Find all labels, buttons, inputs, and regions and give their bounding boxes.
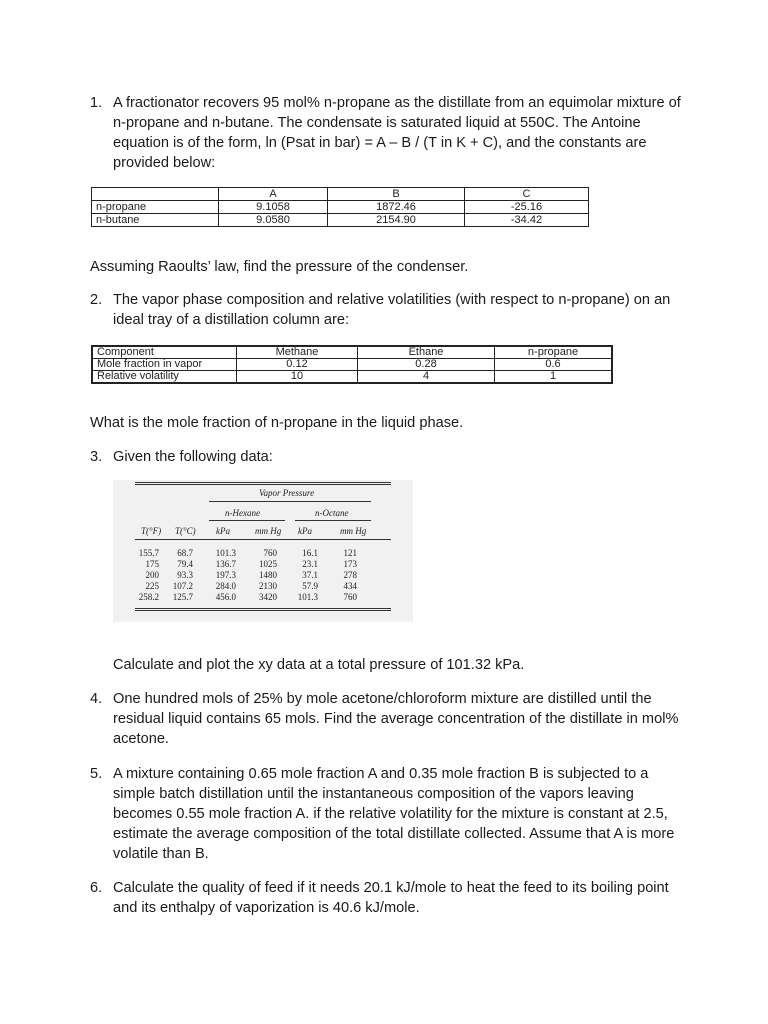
- table-cell: Ethane: [358, 346, 495, 359]
- table-cell: 2130: [259, 581, 277, 591]
- table-cell: 200: [145, 570, 159, 580]
- table-row: [92, 346, 612, 359]
- antoine-constants-table: [91, 187, 589, 227]
- table-cell: 136.7: [215, 559, 236, 569]
- question-3-text: Given the following data:: [113, 449, 273, 465]
- table-row: [92, 201, 589, 214]
- table-cell: 93.3: [177, 570, 193, 580]
- question-1-followup: Assuming Raoults’ law, find the pressure of the condenser.: [90, 259, 469, 275]
- table-cell: 1480: [259, 570, 277, 580]
- question-1-number: 1.: [90, 95, 103, 111]
- question-1: [90, 93, 690, 173]
- table-cell: 68.7: [177, 548, 193, 558]
- table-cell: 121: [343, 548, 357, 558]
- question-2-number: 2.: [90, 292, 103, 308]
- temp-f-column: [135, 548, 159, 603]
- table-header: A: [219, 188, 328, 201]
- table-cell: 456.0: [215, 592, 236, 602]
- divider: [135, 608, 391, 609]
- table-cell: 760: [263, 548, 277, 558]
- table-cell: 4: [358, 371, 495, 384]
- table-cell: 225: [145, 581, 159, 591]
- table-cell: 16.1: [302, 548, 318, 558]
- table-cell: 23.1: [302, 559, 318, 569]
- table-cell: 3420: [259, 592, 277, 602]
- table-cell: 9.0580: [219, 214, 328, 227]
- col-hexane-kpa: kPa: [216, 526, 230, 536]
- vapor-pressure-table: [113, 480, 413, 622]
- table-cell: 197.3: [215, 570, 236, 580]
- divider: [209, 520, 285, 521]
- question-6-number: 6.: [90, 880, 103, 896]
- table-cell: 79.4: [177, 559, 193, 569]
- table-cell: 258.2: [138, 592, 159, 602]
- temp-c-column: [168, 548, 193, 603]
- col-temp-f: T(°F): [141, 526, 162, 536]
- table-cell: 1025: [259, 559, 277, 569]
- vapor-pressure-title: Vapor Pressure: [259, 488, 315, 498]
- table-cell: 1872.46: [328, 201, 465, 214]
- table-cell: -25.16: [465, 201, 589, 214]
- table-cell: 57.9: [302, 581, 318, 591]
- divider: [135, 539, 391, 540]
- question-6: [90, 878, 690, 918]
- table-cell: 175: [145, 559, 159, 569]
- table-cell: 2154.90: [328, 214, 465, 227]
- question-4: [90, 689, 690, 749]
- table-cell: [92, 188, 219, 201]
- table-cell: -34.42: [465, 214, 589, 227]
- table-cell: 37.1: [302, 570, 318, 580]
- question-3: [90, 447, 690, 467]
- col-octane-kpa: kPa: [298, 526, 312, 536]
- hexane-kpa-column: [209, 548, 236, 603]
- question-4-text: One hundred mols of 25% by mole acetone/chloroform mixture are distilled until the residual liquid contains 65 mols. Find the average concentration of the distillate in mol% acetone.: [113, 691, 679, 747]
- divider: [135, 610, 391, 611]
- table-cell: 101.3: [215, 548, 236, 558]
- question-1-text: A fractionator recovers 95 mol% n-propane as the distillate from an equimolar mixture of n-propane and n-butane. The condensate is saturated liquid at 550C. The Antoine equation is of the form, ln (Psat in bar) = A – B / (T in K + C), and the constants are provided below:: [113, 95, 681, 171]
- col-octane-mmhg: mm Hg: [340, 526, 367, 536]
- question-4-number: 4.: [90, 691, 103, 707]
- col-temp-c: T(°C): [175, 526, 196, 536]
- octane-group-label: n-Octane: [315, 508, 349, 518]
- divider: [135, 482, 391, 483]
- octane-kpa-column: [293, 548, 318, 603]
- table-cell: 434: [343, 581, 357, 591]
- hexane-mmhg-column: [251, 548, 277, 603]
- table-cell: 107.2: [172, 581, 193, 591]
- octane-mmhg-column: [335, 548, 357, 603]
- divider: [295, 520, 371, 521]
- table-cell: 173: [343, 559, 357, 569]
- table-cell: 125.7: [172, 592, 193, 602]
- vapor-composition-table: [91, 345, 613, 384]
- table-cell: 10: [237, 371, 358, 384]
- hexane-group-label: n-Hexane: [225, 508, 260, 518]
- question-2: [90, 290, 690, 330]
- col-hexane-mmhg: mm Hg: [255, 526, 282, 536]
- table-cell: 0.6: [495, 359, 613, 371]
- table-cell: 278: [343, 570, 357, 580]
- table-row: [92, 188, 589, 201]
- table-cell: Methane: [237, 346, 358, 359]
- table-header: C: [465, 188, 589, 201]
- question-5-text: A mixture containing 0.65 mole fraction A and 0.35 mole fraction B is subjected to a simple batch distillation until the instantaneous composition of the vapors leaving becomes 0.55 mole fraction A. if the relative volatility for the mixture is constant at 2.5, estimate the average composition of the total distillate collected. Assume that A is more volatile than B.: [113, 766, 675, 862]
- question-2-text: The vapor phase composition and relative volatilities (with respect to n-propane) on an ideal tray of a distillation column are:: [113, 292, 671, 328]
- table-cell: 284.0: [215, 581, 236, 591]
- question-5-number: 5.: [90, 766, 103, 782]
- table-cell: 1: [495, 371, 613, 384]
- table-row: [92, 371, 612, 384]
- table-row: [92, 214, 589, 227]
- table-row: [92, 359, 612, 371]
- question-6-text: Calculate the quality of feed if it needs 20.1 kJ/mole to heat the feed to its boiling point and its enthalpy of vaporization is 40.6 kJ/mole.: [113, 880, 669, 916]
- question-3-followup: Calculate and plot the xy data at a total pressure of 101.32 kPa.: [113, 657, 525, 673]
- table-cell: 0.12: [237, 359, 358, 371]
- table-cell: Component: [92, 346, 237, 359]
- table-cell: n-propane: [495, 346, 613, 359]
- table-cell: 155.7: [138, 548, 159, 558]
- question-5: [90, 764, 690, 864]
- table-cell: Mole fraction in vapor: [92, 359, 237, 371]
- divider: [209, 501, 371, 502]
- table-cell: 9.1058: [219, 201, 328, 214]
- question-3-number: 3.: [90, 449, 103, 465]
- table-cell: 0.28: [358, 359, 495, 371]
- question-2-followup: What is the mole fraction of n-propane in the liquid phase.: [90, 415, 464, 431]
- table-cell: 101.3: [297, 592, 318, 602]
- table-header: B: [328, 188, 465, 201]
- table-cell: 760: [343, 592, 357, 602]
- table-cell: n-butane: [92, 214, 219, 227]
- table-cell: Relative volatility: [92, 371, 237, 384]
- table-cell: n-propane: [92, 201, 219, 214]
- divider: [135, 484, 391, 485]
